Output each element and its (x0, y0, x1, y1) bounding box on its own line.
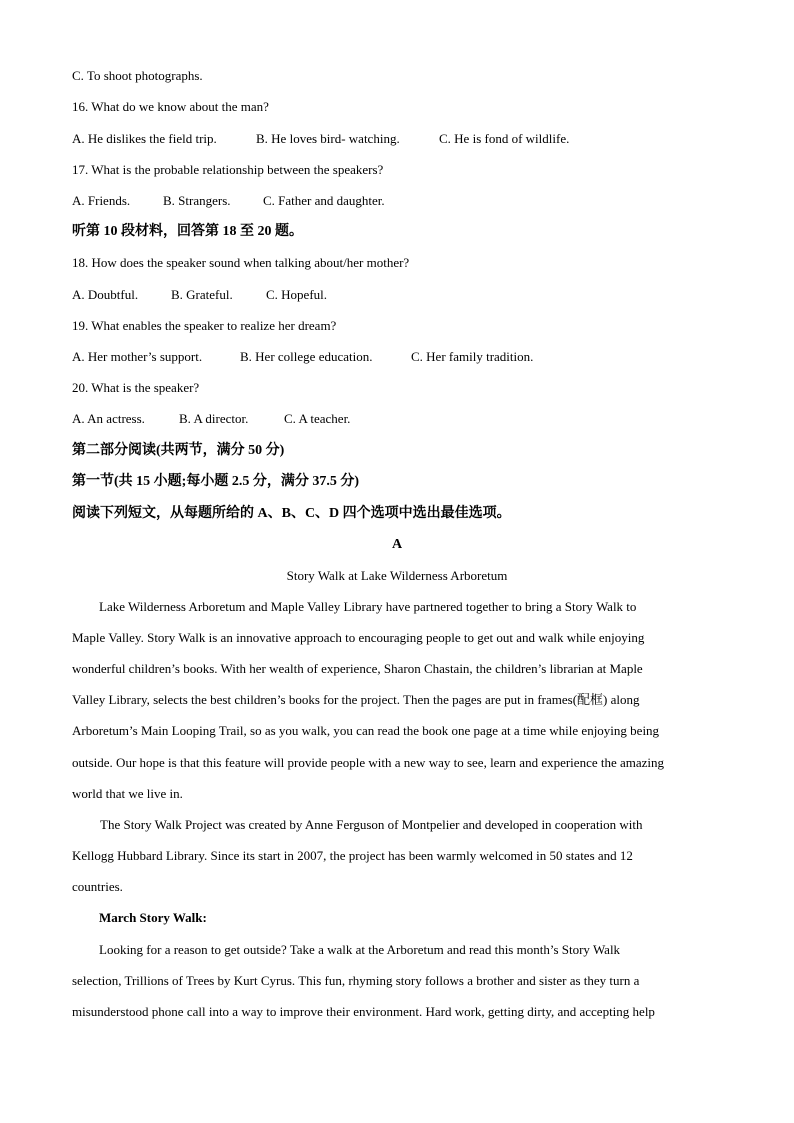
section-10-heading: 听第 10 段材料，回答第 18 至 20 题。 (72, 224, 303, 239)
part-2-heading: 第二部分阅读(共两节，满分 50 分) (72, 443, 285, 458)
passage-letter: A (391, 537, 403, 552)
passage-p2-line: countries. (72, 879, 123, 894)
q17-option-a: A. Friends. (72, 193, 131, 208)
q19-stem: 19. What enables the speaker to realize her dream? (72, 318, 337, 333)
q16-option-c: C. He is fond of wildlife. (439, 131, 570, 146)
q16-option-b: B. He loves bird- watching. (256, 131, 400, 146)
q19-option-b: B. Her college education. (240, 349, 373, 364)
passage-p1-line: world that we live in. (72, 786, 183, 801)
passage-subheading: March Story Walk: (99, 910, 207, 925)
passage-p3-line: selection, Trillions of Trees by Kurt Cyrus. This fun, rhyming story follows a brother and sister as they turn a (72, 973, 640, 988)
q17-option-b: B. Strangers. (163, 193, 231, 208)
section-1-heading: 第一节(共 15 小题;每小题 2.5 分，满分 37.5 分) (72, 474, 359, 489)
passage-p2-line: The Story Walk Project was created by Anne Ferguson of Montpelier and developed in cooperation with (100, 817, 643, 832)
q16-stem: 16. What do we know about the man? (72, 99, 269, 114)
q15-option-c: C. To shoot photographs. (72, 68, 203, 83)
q20-stem: 20. What is the speaker? (72, 380, 200, 395)
passage-p1-line: Lake Wilderness Arboretum and Maple Valley Library have partnered together to bring a Story Walk to (99, 599, 637, 614)
q18-option-b: B. Grateful. (171, 287, 233, 302)
passage-title: Story Walk at Lake Wilderness Arboretum (286, 568, 508, 583)
q19-option-a: A. Her mother’s support. (72, 349, 203, 364)
passage-p3-line: Looking for a reason to get outside? Take a walk at the Arboretum and read this month’s Story Walk (99, 942, 621, 957)
q18-option-a: A. Doubtful. (72, 287, 139, 302)
q17-option-c: C. Father and daughter. (263, 193, 385, 208)
q20-option-a: A. An actress. (72, 411, 145, 426)
passage-p3-line: misunderstood phone call into a way to improve their environment. Hard work, getting dirty, and accepting help (72, 1004, 655, 1019)
passage-p1-line: outside. Our hope is that this feature will provide people with a new way to see, learn and experience the amazing (72, 755, 665, 770)
q19-option-c: C. Her family tradition. (411, 349, 534, 364)
q16-option-a: A. He dislikes the field trip. (72, 131, 217, 146)
passage-p1-line: Maple Valley. Story Walk is an innovative approach to encouraging people to get out and walk while enjoying (72, 630, 645, 645)
passage-p1-line: Arboretum’s Main Looping Trail, so as you walk, you can read the book one page at a time while enjoying being (72, 723, 660, 738)
passage-p1-line: Valley Library, selects the best children’s books for the project. Then the pages are put in frames(配框) along (72, 692, 640, 707)
reading-instruction: 阅读下列短文，从每题所给的 A、B、C、D 四个选项中选出最佳选项。 (72, 506, 511, 521)
passage-p2-line: Kellogg Hubbard Library. Since its start in 2007, the project has been warmly welcomed in 50 states and 12 (72, 848, 633, 863)
q20-option-b: B. A director. (179, 411, 249, 426)
passage-p1-line: wonderful children’s books. With her wealth of experience, Sharon Chastain, the children’s librarian at Maple (72, 661, 643, 676)
q17-stem: 17. What is the probable relationship between the speakers? (72, 162, 384, 177)
q18-stem: 18. How does the speaker sound when talking about/her mother? (72, 255, 410, 270)
q18-option-c: C. Hopeful. (266, 287, 328, 302)
q20-option-c: C. A teacher. (284, 411, 351, 426)
